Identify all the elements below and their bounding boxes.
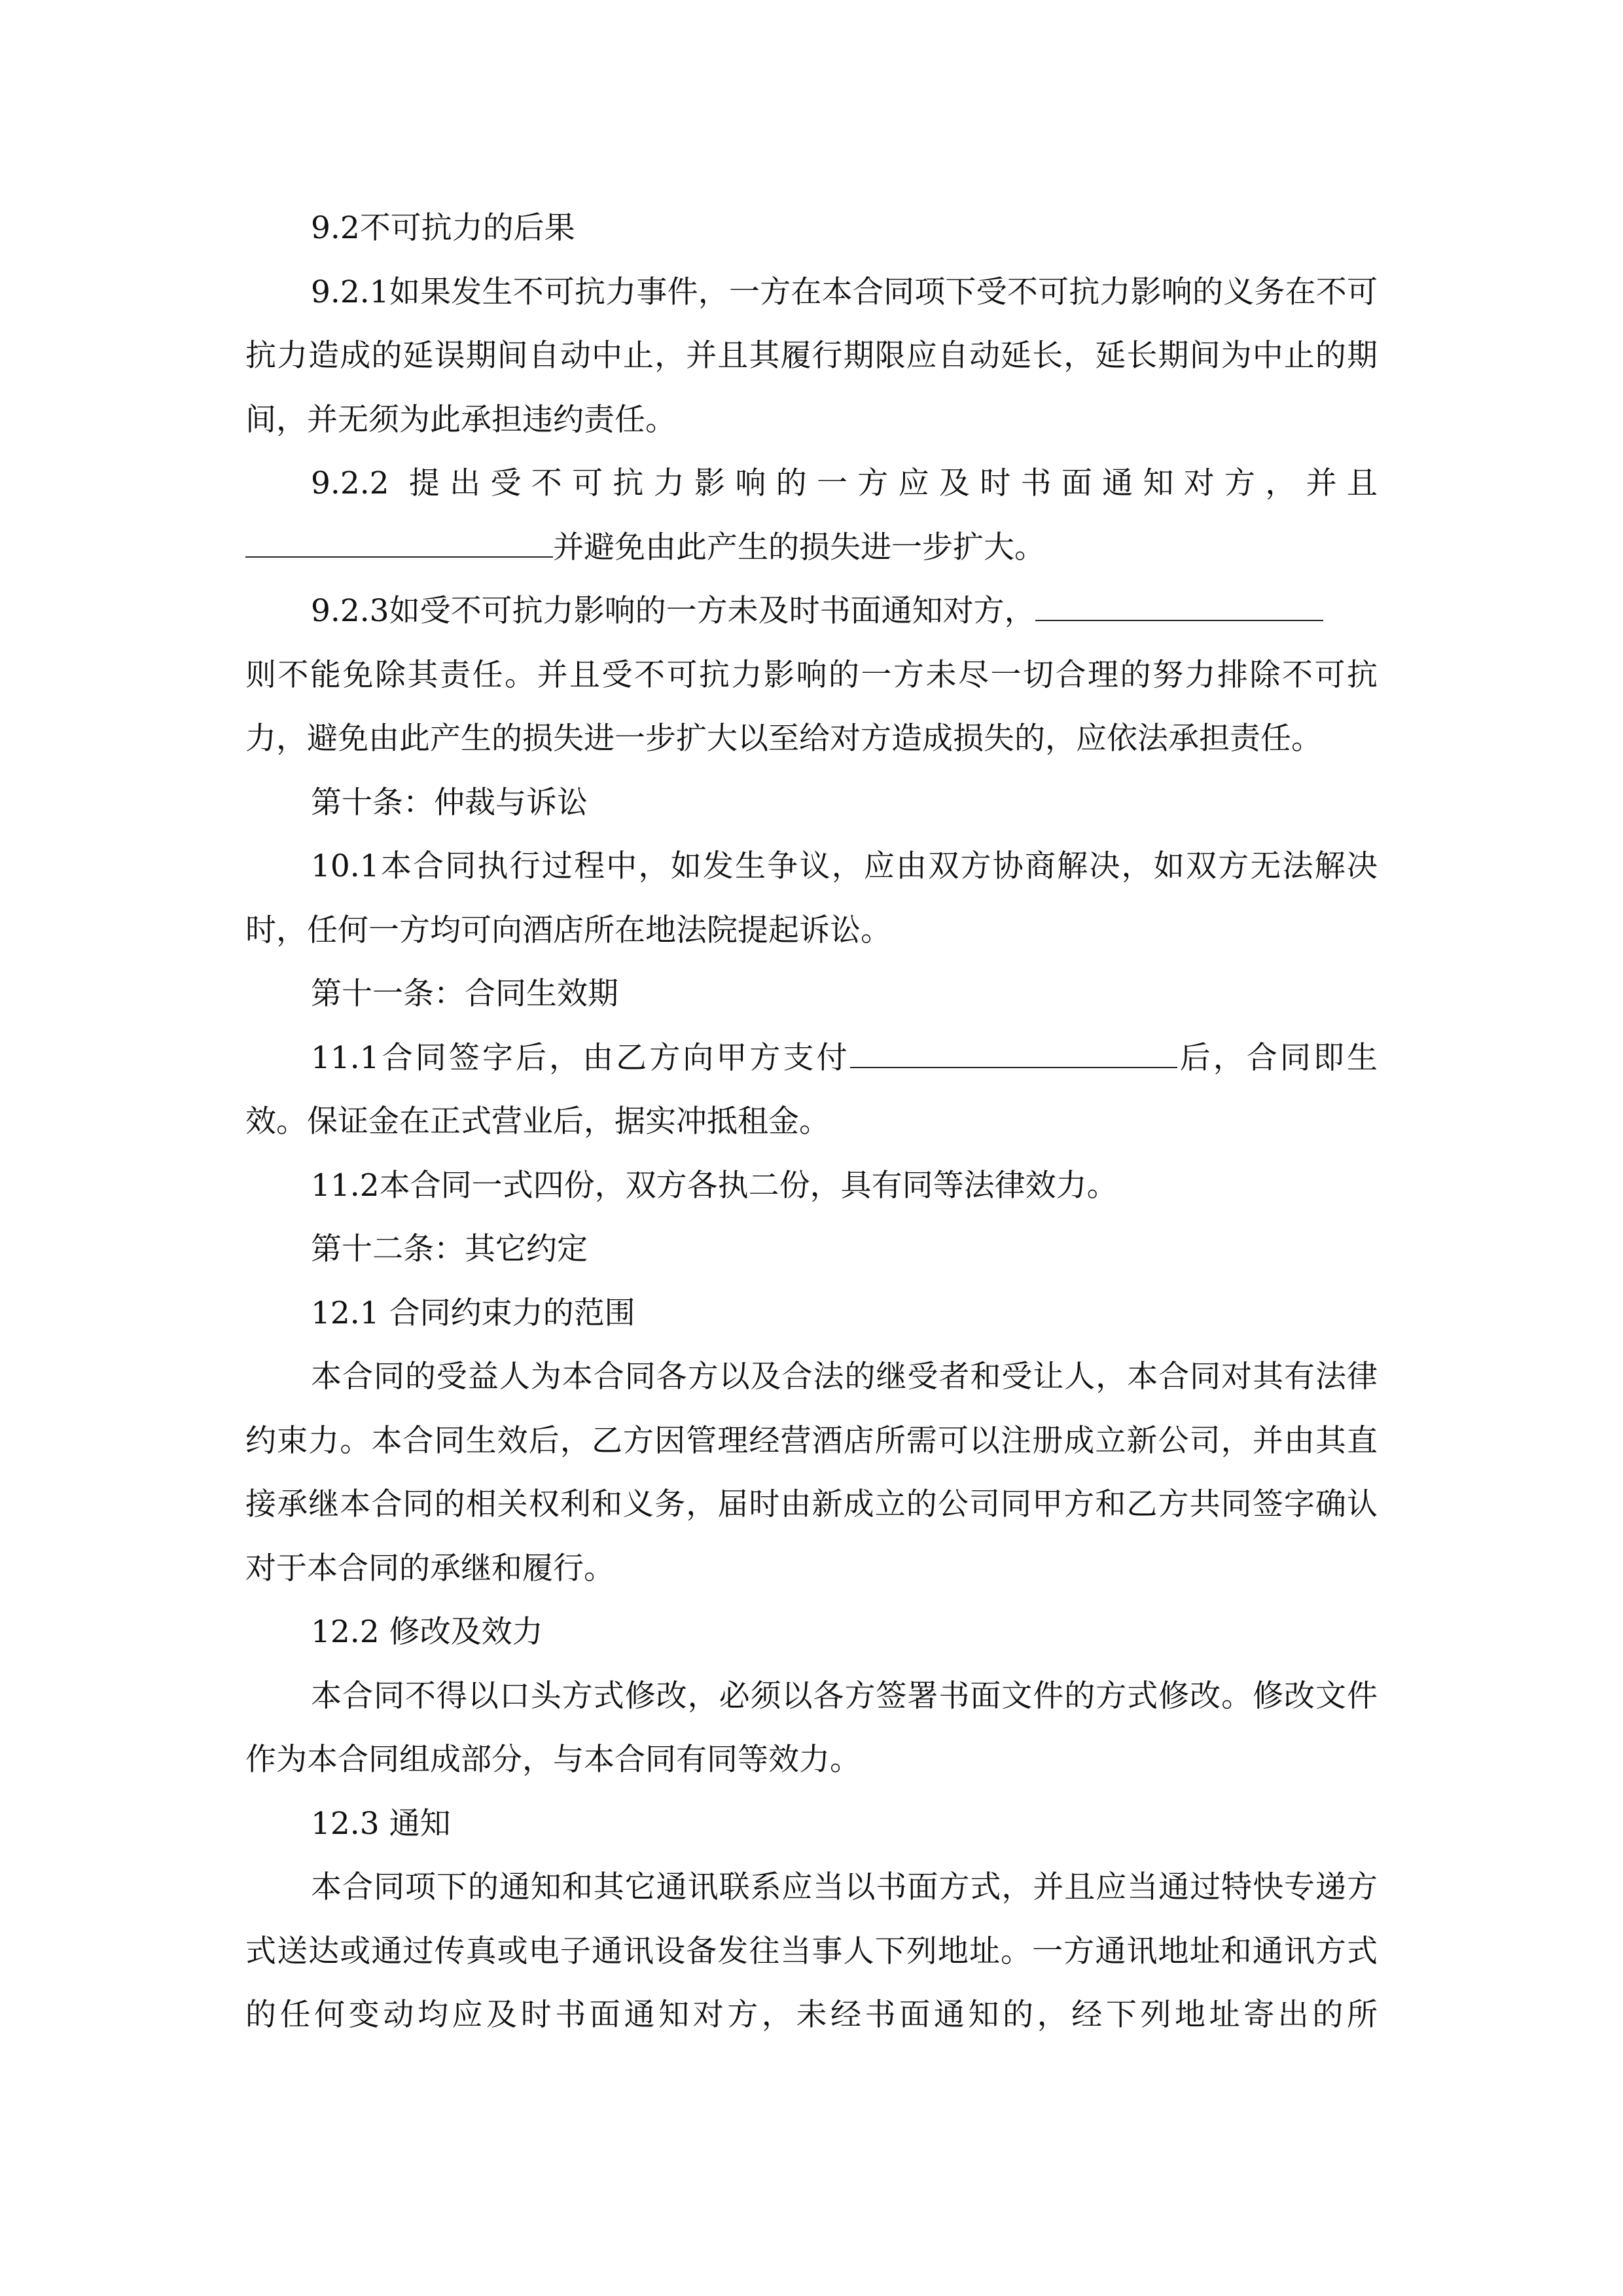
paragraph-9-2-2-line2: [245, 516, 1378, 580]
paragraph-11-2: 11.2本合同一式四份，双方各执二份，具有同等法律效力。: [311, 1167, 1118, 1204]
paragraph-10-1: 10.1本合同执行过程中，如发生争议，应由双方协商解决，如双方无法解决时，任何一方均可向酒店所在地法院提起诉讼。: [245, 848, 1378, 948]
fill-in-blank: [245, 556, 553, 558]
paragraph-12-1: 本合同的受益人为本合同各方以及合法的继受者和受让人，本合同对其有法律约束力。本合同生效后，乙方因管理经营酒店所需可以注册成立新公司，并由其直接承继本合同的相关权利和义务，届时由新成立的公司同甲方和乙方共同签字确认对于本合同的承继和履行。: [245, 1359, 1378, 1587]
article-heading-10: 第十条：仲裁与诉讼: [311, 784, 588, 821]
paragraph-9-2-3-line1: [245, 579, 1378, 643]
fill-in-blank: [850, 1066, 1177, 1068]
article-heading-11: 第十一条：合同生效期: [311, 976, 618, 1012]
paragraph-9-2-2-text-b: 并避免由此产生的损失进一步扩大。: [553, 529, 1045, 565]
section-heading-12-2: 12.2 修改及效力: [311, 1614, 543, 1650]
paragraph-9-2-1: 9.2.1如果发生不可抗力事件，一方在本合同项下受不可抗力影响的义务在不可抗力造成的延误期间自动中止，并且其履行期限应自动延长，延长期间为中止的期间，并无须为此承担违约责任。: [245, 274, 1378, 438]
paragraph-9-2-2-text-a: 9.2.2 提出受不可抗力影响的一方应及时书面通知对方，并且: [311, 465, 1378, 501]
document-body: [245, 196, 1378, 2047]
paragraph-9-2-3-text-a: 9.2.3如受不可抗力影响的一方未及时书面通知对方，: [311, 593, 1035, 629]
paragraph-11-1-text-a: 11.1合同签字后，由乙方向甲方支付: [311, 1039, 850, 1076]
paragraph-12-2: 本合同不得以口头方式修改，必须以各方签署书面文件的方式修改。修改文件作为本合同组成部分，与本合同有同等效力。: [245, 1677, 1378, 1778]
article-heading-12: 第十二条：其它约定: [311, 1231, 588, 1267]
paragraph-9-2-2-line1: [245, 452, 1378, 516]
fill-in-blank: [1035, 619, 1323, 621]
paragraph-11-1-text-b: 后，合同即生效。保证金在正式营业后，据实冲抵租金。: [245, 1039, 1378, 1139]
paragraph-12-3: 本合同项下的通知和其它通讯联系应当以书面方式，并且应当通过特快专递方式送达或通过传真或电子通讯设备发往当事人下列地址。一方通讯地址和通讯方式的任何变动均应及时书面通知对方，未经书面通知的，经下列地址寄出的所: [245, 1869, 1378, 2033]
paragraph-11-1: [245, 1026, 1378, 1154]
section-heading-12-3: 12.3 通知: [311, 1805, 451, 1842]
section-heading-12-1: 12.1 合同约束力的范围: [311, 1295, 635, 1331]
paragraph-9-2-3-text-b: 则不能免除其责任。并且受不可抗力影响的一方未尽一切合理的努力排除不可抗力，避免由此产生的损失进一步扩大以至给对方造成损失的，应依法承担责任。: [245, 656, 1378, 757]
section-heading-9-2: 9.2不可抗力的后果: [311, 210, 575, 246]
